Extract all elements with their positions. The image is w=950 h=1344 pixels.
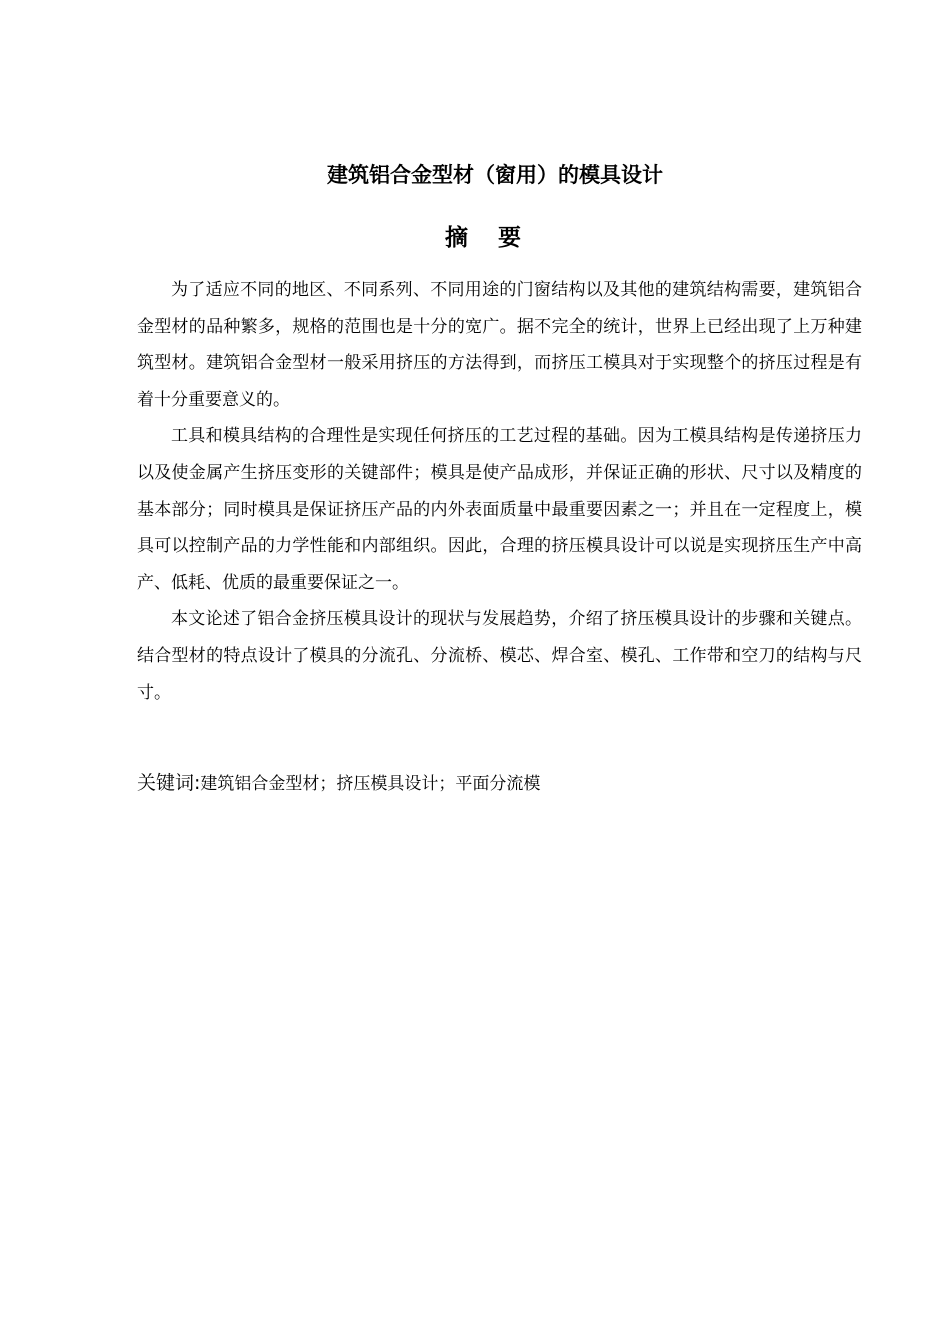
abstract-body [137,272,862,711]
keywords-label: 关键词: [137,772,201,794]
abstract-paragraph-3: 本文论述了铝合金挤压模具设计的现状与发展趋势，介绍了挤压模具设计的步骤和关键点。结合型材的特点设计了模具的分流孔、分流桥、模芯、焊合室、模孔、工作带和空刀的结构与尺寸。 [137,609,862,703]
keywords-line [137,765,862,802]
abstract-heading: 摘要 [445,225,551,251]
abstract-paragraph-2: 工具和模具结构的合理性是实现任何挤压的工艺过程的基础。因为工模具结构是传递挤压力以及使金属产生挤压变形的关键部件；模具是使产品成形，并保证正确的形状、尺寸以及精度的基本部分；同时模具是保证挤压产品的内外表面质量中最重要因素之一；并且在一定程度上，模具可以控制产品的力学性能和内部组织。因此，合理的挤压模具设计可以说是实现挤压生产中高产、低耗、优质的最重要保证之一。 [137,426,862,593]
keywords-value: 建筑铝合金型材；挤压模具设计；平面分流模 [200,774,541,794]
document-title: 建筑铝合金型材（窗用）的模具设计 [327,163,663,187]
abstract-paragraph-1: 为了适应不同的地区、不同系列、不同用途的门窗结构以及其他的建筑结构需要，建筑铝合金型材的品种繁多，规格的范围也是十分的宽广。据不完全的统计，世界上已经出现了上万种建筑型材。建筑铝合金型材一般采用挤压的方法得到，而挤压工模具对于实现整个的挤压过程是有着十分重要意义的。 [137,280,862,410]
